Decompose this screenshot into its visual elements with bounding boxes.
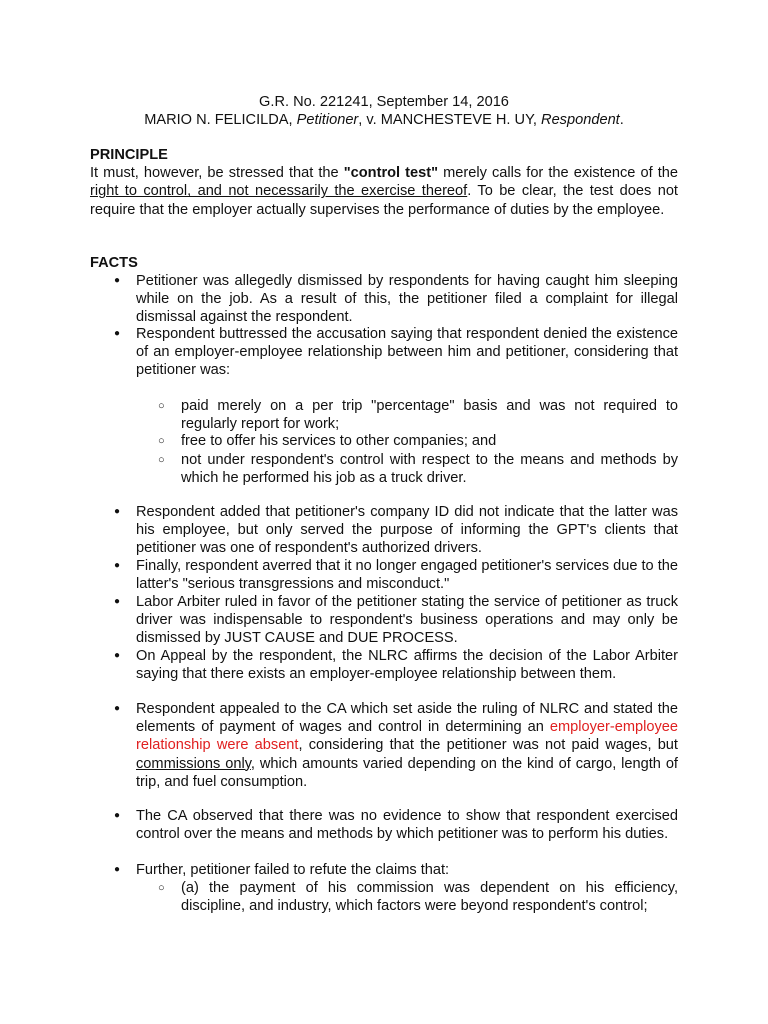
sub-fact-item: ○ paid merely on a per trip "percentage" basis and was not required to regularly report for work; — [181, 397, 678, 433]
fact-item: ● Finally, respondent averred that it no longer engaged petitioner's services due to the latter's "serious transgressions and misconduct." — [136, 557, 678, 593]
fact-item: ● Respondent added that petitioner's company ID did not indicate that the latter was his employee, but only served the purpose of informing the GPT's clients that petitioner was one of respondent's authorized drivers. — [136, 503, 678, 558]
fact-item: ● Petitioner was allegedly dismissed by respondents for having caught him sleeping while on the job. As a result of this, the petitioner filed a complaint for illegal dismissal against the respondent. — [136, 272, 678, 327]
fact-item: ● The CA observed that there was no evidence to show that respondent exercised control over the means and methods by which petitioner was to perform his duties. — [136, 807, 678, 843]
case-header — [0, 93, 768, 129]
case-number: G.R. No. 221241, September 14, 2016 — [259, 94, 509, 110]
sub-fact-item: ○ (a) the payment of his commission was dependent on his efficiency, discipline, and industry, which factors were beyond respondent's control; — [181, 879, 678, 915]
principle-heading: PRINCIPLE — [90, 147, 168, 163]
principle-section — [90, 146, 678, 219]
sub-fact-item: ○ not under respondent's control with respect to the means and methods by which he performed his job as a truck driver. — [181, 451, 678, 487]
fact-item: ● Labor Arbiter ruled in favor of the petitioner stating the service of petitioner as truck driver was indispensable to respondent's business operations and may only be dismissed by JUST CAUSE and DUE PROCESS. — [136, 593, 678, 648]
fact-item: ● Respondent appealed to the CA which set aside the ruling of NLRC and stated the elements of payment of wages and control in determining an employer-employee relationship were absent, considering that the petitioner was not paid wages, but commissions only, which amounts varied depending on the kind of cargo, length of trip, and fuel consumption. — [136, 700, 678, 791]
fact-item: ● Respondent buttressed the accusation saying that respondent denied the existence of an employer-employee relationship between him and petitioner, considering that petitioner was: — [136, 325, 678, 380]
case-parties: MARIO N. FELICILDA, Petitioner, v. MANCHESTEVE H. UY, Respondent. — [144, 112, 624, 129]
fact-item: ● Further, petitioner failed to refute the claims that: — [136, 861, 678, 879]
fact-item: ● On Appeal by the respondent, the NLRC affirms the decision of the Labor Arbiter saying that there exists an employer-employee relationship between them. — [136, 647, 678, 683]
facts-section — [90, 254, 678, 272]
sub-fact-item: ○ free to offer his services to other companies; and — [181, 432, 678, 450]
highlighted-text: employer-employee relationship were absent — [136, 719, 678, 754]
facts-heading: FACTS — [90, 255, 138, 271]
principle-text: It must, however, be stressed that the "control test" merely calls for the existence of the right to control, and not necessarily the exercise thereof. To be clear, the test does not require that the employer actually supervises the performance of duties by the employee. — [90, 165, 678, 218]
